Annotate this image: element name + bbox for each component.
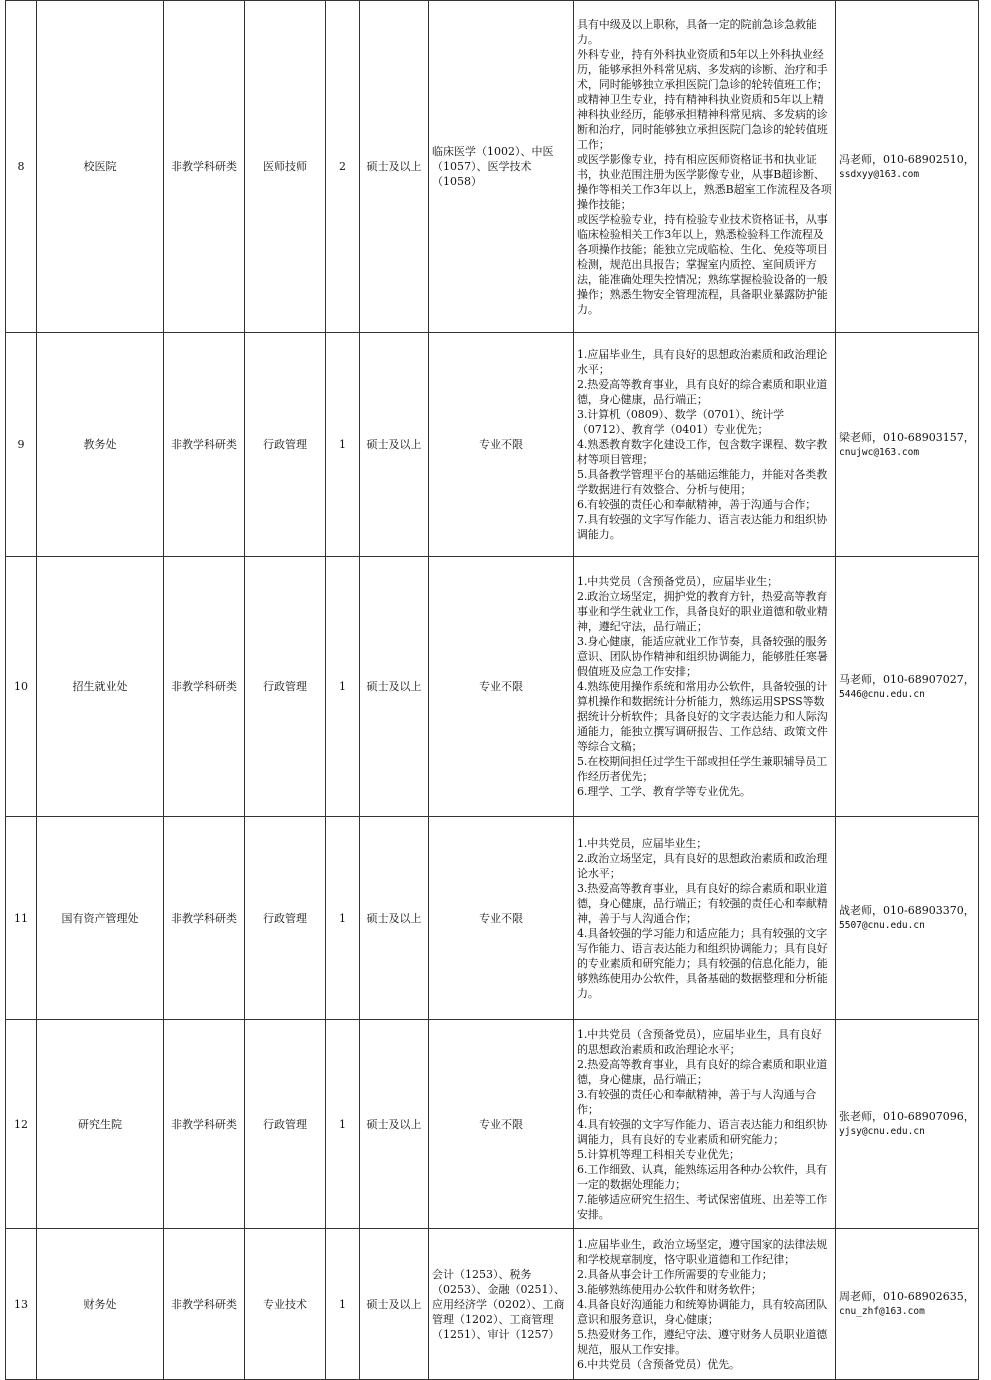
requirement-item: 或精神卫生专业，持有精神科执业资质和5年以上精神科执业经历，能够承担精神科常见病、多发病的诊断和治疗，同时能够独立承担医院门急诊的轮转值班工作； (577, 92, 828, 151)
position-category: 非教学科研类 (164, 817, 245, 1020)
requirement-item: 2.具备从事会计工作所需要的专业能力； (577, 1267, 773, 1281)
contact-name-phone: 张老师，010-68907096， (839, 1110, 975, 1123)
requirement-item: 具有中级及以上职称，具备一定的院前急诊急救能力。 (577, 17, 817, 46)
requirement-item: 7.具有较强的文字写作能力、语言表达能力和组织协调能力。 (577, 513, 828, 541)
table-row (6, 817, 979, 1020)
major-text: 临床医学（1002）、中医（1057）、医学技术（1058） (432, 145, 554, 188)
table-row (6, 1229, 979, 1380)
requirement-item: 4.具备较强的学习能力和适应能力；具有较强的文字写作能力、语言表达能力和组织协调能力；具有良好的专业素质和研究能力；具有较强的信息化能力，能够熟练使用办公软件，具备基础的数据整理和分析能力。 (577, 926, 828, 1000)
other-requirements (574, 333, 836, 557)
education-requirement: 硕士及以上 (360, 1229, 429, 1380)
major-requirement (429, 1229, 574, 1380)
education-requirement: 硕士及以上 (360, 1020, 429, 1229)
education-requirement: 硕士及以上 (360, 1, 429, 333)
headcount: 1 (326, 1020, 360, 1229)
department: 财务处 (37, 1229, 164, 1380)
major-text: 专业不限 (479, 438, 523, 451)
contact-name-phone: 周老师，010-68902635， (839, 1290, 975, 1303)
requirement-item: 3.有较强的责任心和奉献精神，善于与人沟通与合作； (577, 1087, 817, 1116)
contact-email[interactable]: 5507@cnu.edu.cn (839, 920, 925, 931)
other-requirements (574, 1020, 836, 1229)
requirement-item: 或医学检验专业，持有检验专业技术资格证书，从事临床检验相关工作3年以上，熟悉检验科工作流程及各项操作技能；能独立完成临检、生化、免疫等项目检测，规范出具报告；掌握室内质控、室间质评方法，能准确处理失控情况；熟练掌握检验设备的一般操作；熟悉生物安全管理流程，具备职业暴露防护能力。 (577, 212, 828, 316)
headcount: 2 (326, 1, 360, 333)
major-text: 会计（1253）、税务（0253）、金融（0251）、应用经济学（0202）、工商管理（1202）、工商管理（1251）、审计（1257） (432, 1267, 565, 1341)
headcount: 1 (326, 557, 360, 817)
requirement-item: 1.应届毕业生，具有良好的思想政治素质和政治理论水平； (577, 348, 828, 376)
requirement-item: 5.计算机等理工科相关专业优先； (577, 1147, 740, 1161)
requirement-item: 2.热爱高等教育事业，具有良好的综合素质和职业道德，身心健康，品行端正； (577, 1057, 828, 1086)
other-requirements (574, 1, 836, 333)
requirement-item: 外科专业，持有外科执业资质和5年以上外科执业经历，能够承担外科常见病、多发病的诊断、治疗和手术，同时能够独立承担医院门急诊的轮转值班工作； (577, 47, 828, 91)
table-row (6, 333, 979, 557)
table-row (6, 1020, 979, 1229)
requirement-item: 6.理学、工学、教育学等专业优先。 (577, 785, 751, 798)
row-number: 12 (6, 1020, 37, 1229)
requirement-item: 3.能够熟练使用办公软件和财务软件； (577, 1282, 762, 1296)
contact-name-phone: 梁老师，010-68903157， (839, 430, 975, 444)
contact-info (836, 1, 979, 333)
education-requirement: 硕士及以上 (360, 333, 429, 557)
headcount: 1 (326, 1229, 360, 1380)
contact-info (836, 817, 979, 1020)
contact-email[interactable]: cnujwc@163.com (839, 446, 920, 458)
requirement-item: 3.身心健康，能适应就业工作节奏，具备较强的服务意识、团队协作精神和组织协调能力，能够胜任寒暑假值班及应急工作安排； (577, 635, 828, 678)
position-type: 行政管理 (245, 557, 326, 817)
position-category: 非教学科研类 (164, 1229, 245, 1380)
row-number: 8 (6, 1, 37, 333)
department: 国有资产管理处 (37, 817, 164, 1020)
requirement-item: 6.工作细致、认真，能熟练运用各种办公软件，具有一定的数据处理能力； (577, 1162, 828, 1191)
contact-info (836, 1229, 979, 1380)
table-body (6, 1, 979, 1380)
requirement-item: 4.具备良好沟通能力和统筹协调能力，具有较高团队意识和服务意识，身心健康； (577, 1297, 828, 1326)
requirement-item: 2.政治立场坚定，具有良好的思想政治素质和政治理论水平； (577, 851, 828, 880)
requirement-item: 2.热爱高等教育事业，具有良好的综合素质和职业道德，身心健康，品行端正； (577, 378, 828, 406)
education-requirement: 硕士及以上 (360, 817, 429, 1020)
major-requirement (429, 333, 574, 557)
department: 教务处 (37, 333, 164, 557)
contact-name-phone: 战老师，010-68903370， (839, 904, 975, 917)
major-requirement (429, 817, 574, 1020)
contact-info (836, 333, 979, 557)
requirement-item: 或医学影像专业，持有相应医师资格证书和执业证书，执业范围注册为医学影像专业，从事B超诊断、操作等相关工作3年以上，熟悉B超室工作流程及各项操作技能； (577, 152, 832, 211)
position-type: 行政管理 (245, 1020, 326, 1229)
requirement-item: 4.具有较强的文字写作能力、语言表达能力和组织协调能力，具有良好的专业素质和研究能力； (577, 1117, 828, 1146)
contact-name-phone: 冯老师，010-68902510， (839, 152, 975, 166)
other-requirements (574, 1229, 836, 1380)
department: 研究生院 (37, 1020, 164, 1229)
requirement-item: 2.政治立场坚定，拥护党的教育方针，热爱高等教育事业和学生就业工作，具备良好的职业道德和敬业精神，遵纪守法，品行端正； (577, 590, 828, 633)
position-category: 非教学科研类 (164, 333, 245, 557)
requirement-item: 7.能够适应研究生招生、考试保密值班、出差等工作安排。 (577, 1192, 828, 1221)
recruitment-table (5, 0, 979, 1380)
table-row (6, 1, 979, 333)
requirement-item: 1.中共党员（含预备党员），应届毕业生，具有良好的思想政治素质和政治理论水平； (577, 1027, 822, 1056)
table-row (6, 557, 979, 817)
contact-info (836, 1020, 979, 1229)
major-requirement (429, 1020, 574, 1229)
requirement-item: 5.热爱财务工作，遵纪守法、遵守财务人员职业道德规范，服从工作安排。 (577, 1327, 828, 1356)
other-requirements (574, 557, 836, 817)
requirement-item: 6.有较强的责任心和奉献精神，善于沟通与合作； (577, 498, 817, 511)
headcount: 1 (326, 333, 360, 557)
row-number: 13 (6, 1229, 37, 1380)
contact-email[interactable]: cnu_zhf@163.com (839, 1306, 925, 1317)
major-requirement (429, 1, 574, 333)
requirement-item: 5.在校期间担任过学生干部或担任学生兼职辅导员工作经历者优先； (577, 755, 828, 783)
position-type: 专业技术 (245, 1229, 326, 1380)
requirement-item: 3.计算机（0809）、数学（0701）、统计学（0712）、教育学（0401）专业优先； (577, 408, 785, 436)
requirement-item: 4.熟练使用操作系统和常用办公软件，具备较强的计算机操作和数据统计分析能力，熟练运用SPSS等数据统计分析软件；具备良好的文字表达能力和人际沟通能力，能独立撰写调研报告、工作总结、政策文件等综合文稿； (577, 680, 828, 753)
contact-email[interactable]: 5446@cnu.edu.cn (839, 688, 925, 700)
major-requirement (429, 557, 574, 817)
position-category: 非教学科研类 (164, 1020, 245, 1229)
position-type: 医师技师 (245, 1, 326, 333)
requirement-item: 1.中共党员（含预备党员），应届毕业生； (577, 575, 778, 588)
position-type: 行政管理 (245, 333, 326, 557)
row-number: 9 (6, 333, 37, 557)
department: 校医院 (37, 1, 164, 333)
requirement-item: 4.熟悉教育数字化建设工作，包含数字课程、数字教材等项目管理； (577, 438, 828, 466)
row-number: 10 (6, 557, 37, 817)
department: 招生就业处 (37, 557, 164, 817)
major-text: 专业不限 (479, 911, 523, 925)
education-requirement: 硕士及以上 (360, 557, 429, 817)
contact-email[interactable]: yjsy@cnu.edu.cn (839, 1126, 925, 1137)
requirement-item: 1.应届毕业生，政治立场坚定，遵守国家的法律法规和学校规章制度，恪守职业道德和工作纪律； (577, 1237, 828, 1266)
contact-email[interactable]: ssdxyy@163.com (839, 168, 920, 180)
contact-info (836, 557, 979, 817)
position-category: 非教学科研类 (164, 1, 245, 333)
requirement-item: 6.中共党员（含预备党员）优先。 (577, 1357, 740, 1371)
requirement-item: 1.中共党员，应届毕业生； (577, 836, 708, 850)
major-text: 专业不限 (479, 680, 523, 693)
requirement-item: 5.具备教学管理平台的基础运维能力，并能对各类教学数据进行有效整合、分析与使用； (577, 468, 828, 496)
row-number: 11 (6, 817, 37, 1020)
requirement-item: 3.热爱高等教育事业，具有良好的综合素质和职业道德，身心健康，品行端正；有较强的责任心和奉献精神，善于与人沟通合作； (577, 881, 828, 925)
other-requirements (574, 817, 836, 1020)
contact-name-phone: 马老师，010-68907027， (839, 672, 975, 686)
position-type: 行政管理 (245, 817, 326, 1020)
headcount: 1 (326, 817, 360, 1020)
position-category: 非教学科研类 (164, 557, 245, 817)
major-text: 专业不限 (479, 1117, 523, 1131)
